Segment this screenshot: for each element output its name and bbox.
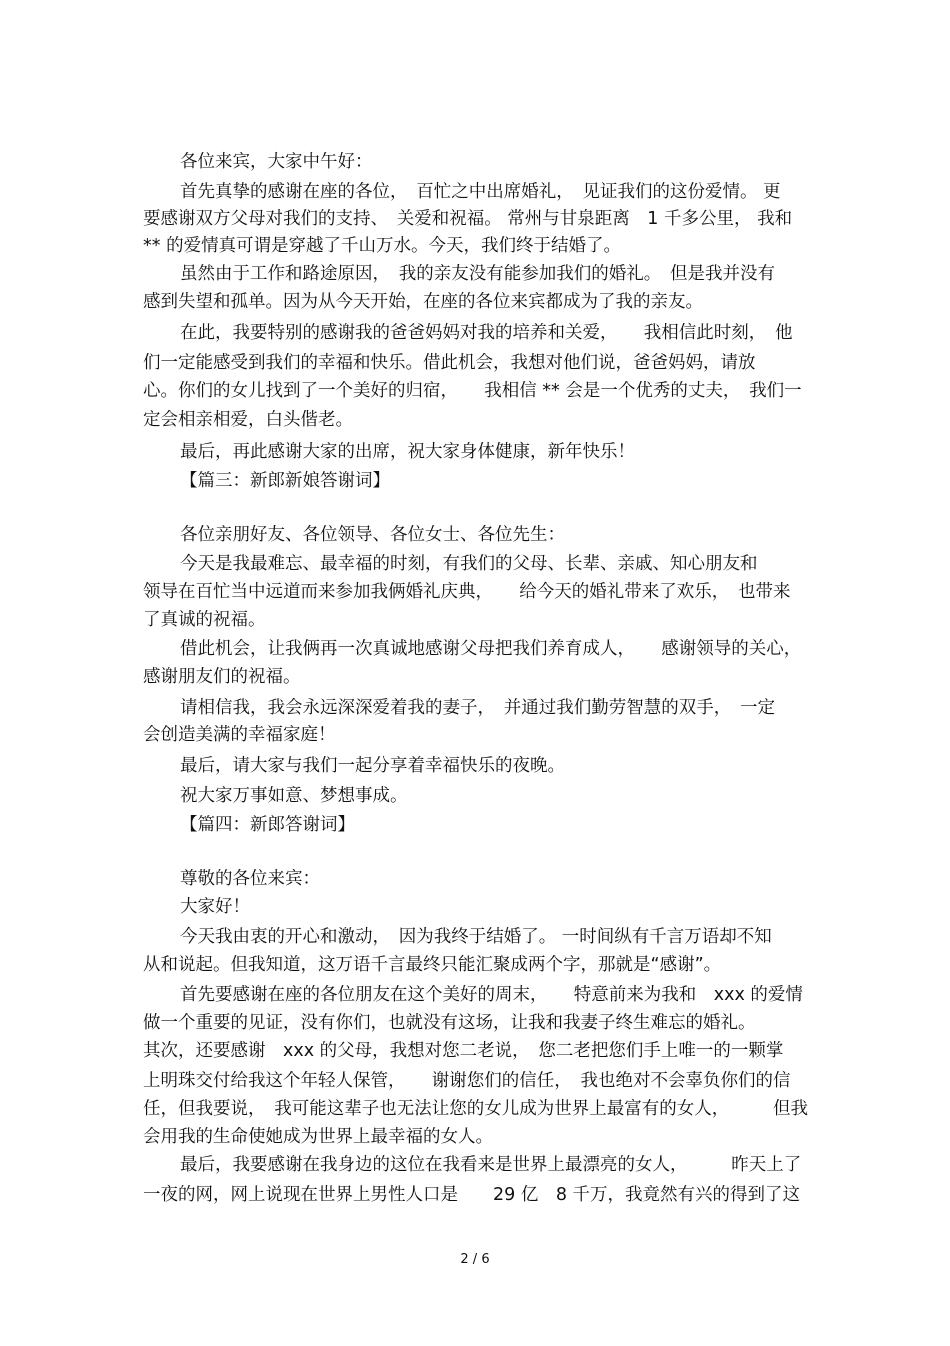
text-line: 各位亲朋好友、各位领导、各位女士、各位先生： bbox=[180, 525, 565, 545]
text-line: 做一个重要的见证，没有你们，也就没有这场，让我和我妻子终生难忘的婚礼。 bbox=[143, 1013, 756, 1033]
text-line: 会用我的生命使她成为世界上最幸福的女人。 bbox=[143, 1127, 493, 1147]
text-line: 请相信我，我会永远深深爱着我的妻子， 并通过我们勤劳智慧的双手， 一定 bbox=[180, 698, 775, 718]
text-line: 今天是我最难忘、最幸福的时刻，有我们的父母、长辈、亲戚、知心朋友和 bbox=[180, 554, 758, 574]
text-line: 从和说起。但我知道，这万语千言最终只能汇聚成两个字，那就是“感谢”。 bbox=[143, 955, 722, 975]
text-line: 任，但我要说， 我可能这辈子也无法让您的女儿成为世界上最富有的女人， 但我 bbox=[143, 1099, 808, 1119]
text-line: 领导在百忙当中远道而来参加我俩婚礼庆典， 给今天的婚礼带来了欢乐， 也带来 bbox=[143, 582, 791, 602]
text-line: 首先要感谢在座的各位朋友在这个美好的周末， 特意前来为我和 xxx 的爱情 bbox=[180, 985, 803, 1005]
page-number: 2 / 6 bbox=[460, 1252, 490, 1267]
text-line: 在此，我要特别的感谢我的爸爸妈妈对我的培养和关爱， 我相信此时刻， 他 bbox=[180, 323, 793, 343]
text-line: 【篇三：新郎新娘答谢词】 bbox=[180, 471, 390, 491]
text-line: 今天我由衷的开心和激动， 因为我终于结婚了。 一时间纵有千言万语却不知 bbox=[180, 927, 772, 947]
text-line: 最后，请大家与我们一起分享着幸福快乐的夜晚。 bbox=[180, 756, 565, 776]
text-line: 最后，再此感谢大家的出席，祝大家身体健康，新年快乐！ bbox=[180, 442, 635, 462]
text-line: 了真诚的祝福。 bbox=[143, 610, 266, 630]
text-line: 最后，我要感谢在我身边的这位在我看来是世界上最漂亮的女人， 昨天上了 bbox=[180, 1155, 802, 1175]
text-line: 定会相亲相爱，白头偕老。 bbox=[143, 410, 353, 430]
text-line: 们一定能感受到我们的幸福和快乐。借此机会，我想对他们说，爸爸妈妈，请放 bbox=[143, 353, 756, 373]
text-line: 感谢朋友们的祝福。 bbox=[143, 667, 301, 687]
text-line: 一夜的网，网上说现在世界上男性人口是 29 亿 8 千万，我竟然有兴的得到了这 bbox=[143, 1185, 801, 1205]
text-line: 上明珠交付给我这个年轻人保管， 谢谢您们的信任， 我也绝对不会辜负你们的信 bbox=[143, 1071, 791, 1091]
text-line: 各位来宾，大家中午好： bbox=[180, 152, 373, 172]
text-line: 会创造美满的幸福家庭！ bbox=[143, 725, 336, 745]
text-line: 【篇四：新郎答谢词】 bbox=[180, 815, 355, 835]
text-line: 借此机会，让我俩再一次真诚地感谢父母把我们养育成人， 感谢领导的关心， bbox=[180, 639, 802, 659]
text-line: 其次，还要感谢 xxx 的父母，我想对您二老说， 您二老把您们手上唯一的一颗掌 bbox=[143, 1041, 784, 1061]
text-line: ** 的爱情真可谓是穿越了千山万水。今天，我们终于结婚了。 bbox=[143, 236, 622, 256]
text-line: 心。你们的女儿找到了一个美好的归宿， 我相信 ** 会是一个优秀的丈夫， 我们一 bbox=[143, 381, 802, 401]
text-line: 感到失望和孤单。因为从今天开始，在座的各位来宾都成为了我的亲友。 bbox=[143, 292, 703, 312]
text-line: 首先真挚的感谢在座的各位， 百忙之中出席婚礼， 见证我们的这份爱情。 更 bbox=[180, 182, 781, 202]
text-line: 要感谢双方父母对我们的支持、 关爱和祝福。 常州与甘泉距离 1 千多公里， 我和 bbox=[143, 209, 793, 229]
text-line: 祝大家万事如意、梦想事成。 bbox=[180, 786, 408, 806]
text-line: 尊敬的各位来宾： bbox=[180, 869, 320, 889]
text-line: 虽然由于工作和路途原因， 我的亲友没有能参加我们的婚礼。 但是我并没有 bbox=[180, 264, 775, 284]
text-line: 大家好！ bbox=[180, 897, 250, 917]
